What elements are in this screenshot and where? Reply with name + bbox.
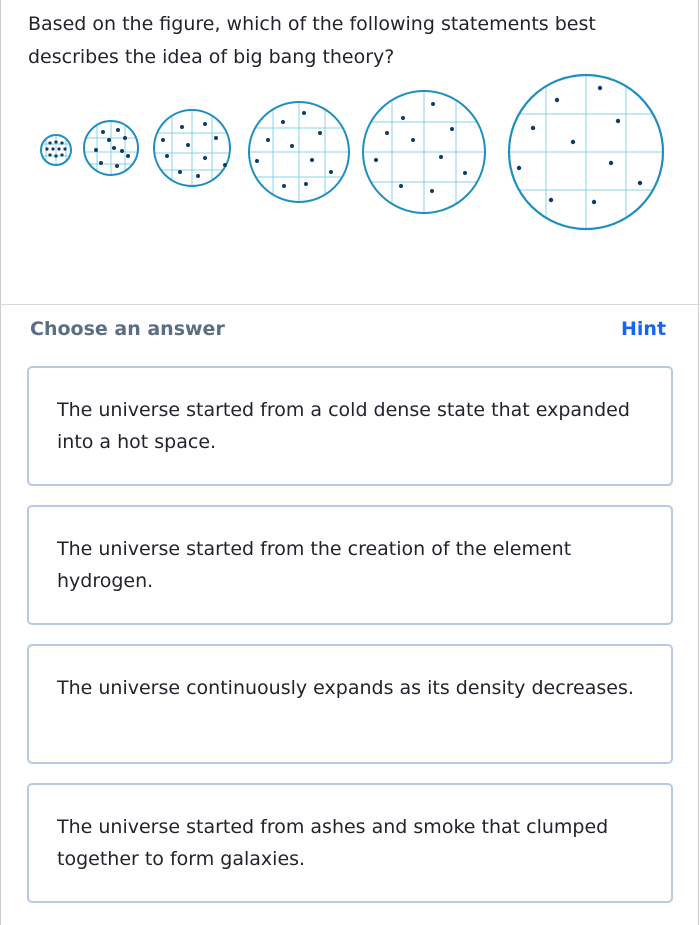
- universe-stage-1: [36, 130, 76, 170]
- universe-stage-6: [506, 72, 666, 232]
- choose-answer-label: Choose an answer: [30, 318, 225, 340]
- answer-choice-text: The universe started from a cold dense state that expanded into a hot space.: [57, 399, 630, 453]
- answer-choice-2[interactable]: [27, 505, 673, 625]
- answer-choice-4[interactable]: [27, 783, 673, 903]
- answer-choice-text: The universe started from the creation of the element hydrogen.: [57, 538, 572, 592]
- answer-choice-text: The universe started from ashes and smoke that clumped together to form galaxies.: [57, 816, 609, 870]
- universe-stage-3: [150, 105, 235, 190]
- universe-stage-4: [245, 98, 353, 206]
- answer-choice-3[interactable]: [27, 644, 673, 764]
- expanding-universe-figure: [0, 0, 700, 260]
- hint-button[interactable]: Hint: [621, 318, 667, 340]
- answer-choice-text: The universe continuously expands as its density decreases.: [57, 677, 634, 699]
- answer-choice-1[interactable]: [27, 366, 673, 486]
- section-divider: [0, 304, 700, 305]
- question-text: Based on the figure, which of the following statements best describes the idea of big bang theory?: [28, 13, 596, 68]
- universe-stage-5: [360, 88, 488, 216]
- universe-stage-2: [80, 118, 142, 178]
